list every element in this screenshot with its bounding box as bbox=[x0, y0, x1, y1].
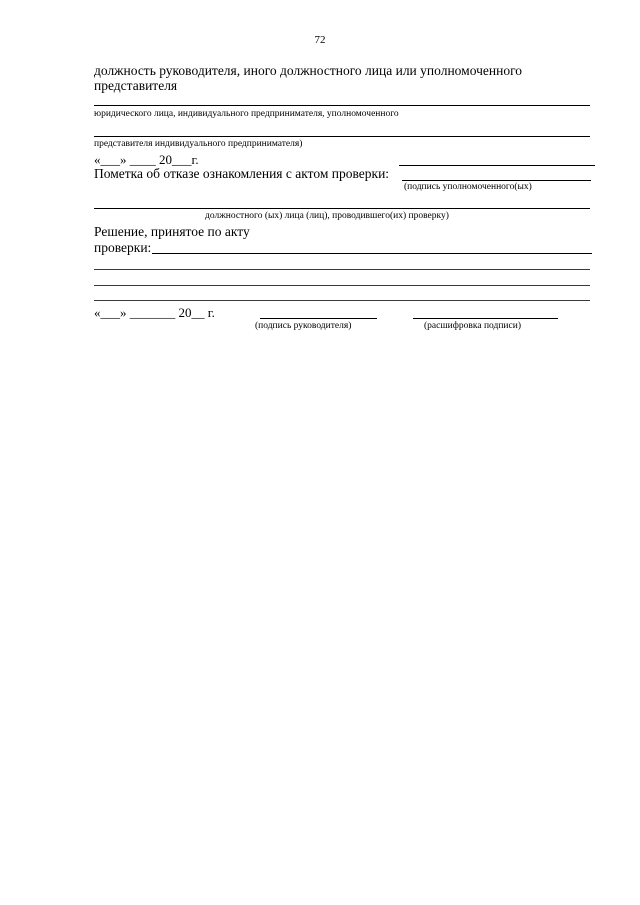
heading-line-2: представителя bbox=[94, 78, 178, 93]
refusal-blank-line bbox=[402, 180, 591, 181]
caption-signature-decode: (расшифровка подписи) bbox=[424, 321, 521, 331]
signature-decode-blank-line bbox=[413, 318, 558, 319]
decision-blank-line-4 bbox=[94, 300, 590, 301]
head-signature-blank-line bbox=[260, 318, 377, 319]
caption-representative: представителя индивидуального предпринимателя) bbox=[94, 139, 303, 149]
caption-head-signature: (подпись руководителя) bbox=[255, 321, 352, 331]
decision-line-2: проверки: bbox=[94, 240, 152, 255]
signature-blank-line-1 bbox=[399, 165, 595, 166]
page-number: 72 bbox=[314, 34, 326, 46]
decision-blank-line-1 bbox=[152, 253, 592, 254]
caption-officials: должностного (ых) лица (лиц), проводившего(их) проверку) bbox=[205, 211, 449, 221]
blank-line-officials bbox=[94, 208, 590, 209]
caption-signature-authorized: (подпись уполномоченного(ых) bbox=[404, 182, 532, 192]
blank-line-legal-entity bbox=[94, 105, 590, 106]
decision-blank-line-2 bbox=[94, 269, 590, 270]
date-line-2: «___» _______ 20__ г. bbox=[94, 305, 215, 320]
blank-line-representative bbox=[94, 136, 590, 137]
decision-blank-line-3 bbox=[94, 285, 590, 286]
date-line-1: «___» ____ 20___г. bbox=[94, 152, 199, 167]
heading-line-1: должность руководителя, иного должностного лица или уполномоченного bbox=[94, 63, 523, 78]
refusal-note: Пометка об отказе ознакомления с актом проверки: bbox=[94, 166, 390, 181]
decision-line-1: Решение, принятое по акту bbox=[94, 224, 250, 239]
caption-legal-entity: юридического лица, индивидуального предпринимателя, уполномоченного bbox=[94, 109, 399, 119]
